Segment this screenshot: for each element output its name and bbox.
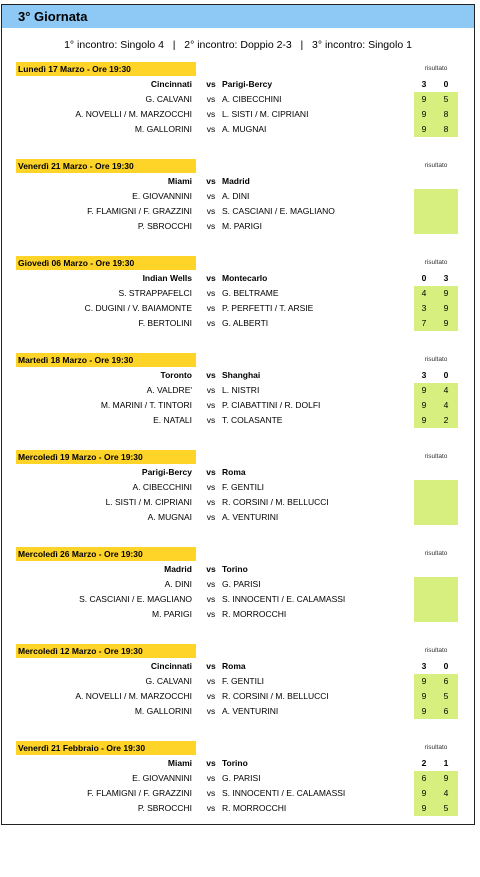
home-player: S. STRAPPAFELCI [118, 288, 192, 298]
game-row [2, 122, 474, 137]
home-player: F. BERTOLINI [138, 318, 192, 328]
home-game-score: 6 [421, 773, 427, 783]
home-match-score: 3 [421, 79, 427, 89]
away-player: A. VENTURINI [222, 706, 279, 716]
away-game-score: 9 [443, 303, 449, 313]
match-date-header: Venerdì 21 Marzo - Ore 19:30 [16, 159, 196, 173]
away-player: L. NISTRI [222, 385, 260, 395]
home-team: Miami [167, 176, 192, 186]
match-date-header: Mercoledì 19 Marzo - Ore 19:30 [16, 450, 196, 464]
home-game-score: 9 [421, 706, 427, 716]
game-row [2, 92, 474, 107]
game-row [2, 510, 474, 525]
game-score [414, 771, 458, 786]
vs-label: vs [206, 564, 216, 574]
away-player: S. INNOCENTI / E. CALAMASSI [222, 594, 346, 604]
away-player: A. CIBECCHINI [222, 94, 282, 104]
home-player: A. DINI [164, 579, 192, 589]
away-player: A. VENTURINI [222, 512, 279, 522]
match-block [2, 353, 474, 443]
away-game-score: 4 [443, 385, 449, 395]
home-team: Parigi-Bercy [141, 467, 192, 477]
away-game-score: 9 [443, 318, 449, 328]
away-match-score: 0 [443, 661, 449, 671]
vs-label: vs [206, 467, 216, 477]
game-score [414, 607, 458, 622]
match-block [2, 450, 474, 540]
away-game-score: 2 [443, 415, 449, 425]
teams-row [2, 174, 474, 189]
home-player: M. GALLORINI [134, 124, 192, 134]
away-player: R. MORROCCHI [222, 803, 287, 813]
game-row [2, 674, 474, 689]
home-player: G. CALVANI [145, 676, 192, 686]
game-score [414, 301, 458, 316]
home-game-score: 9 [421, 691, 427, 701]
vs-label: vs [206, 788, 216, 798]
away-team: Shanghai [222, 370, 261, 380]
match-date-header: Lunedì 17 Marzo - Ore 19:30 [16, 62, 196, 76]
result-label: risultato [424, 162, 448, 169]
game-row [2, 577, 474, 592]
vs-label: vs [206, 318, 216, 328]
game-row [2, 189, 474, 204]
home-player: E. NATALI [153, 415, 192, 425]
away-player: R. MORROCCHI [222, 609, 287, 619]
away-game-score: 9 [443, 773, 449, 783]
home-game-score: 9 [421, 788, 427, 798]
away-game-score: 5 [443, 94, 449, 104]
match-score [414, 174, 458, 189]
home-game-score: 9 [421, 400, 427, 410]
vs-label: vs [206, 109, 216, 119]
vs-label: vs [206, 273, 216, 283]
vs-label: vs [206, 609, 216, 619]
vs-label: vs [206, 661, 216, 671]
match-block [2, 62, 474, 152]
away-player: A. MUGNAI [222, 124, 267, 134]
home-match-score: 2 [421, 758, 427, 768]
away-player: G. BELTRAME [222, 288, 279, 298]
home-player: F. FLAMIGNI / F. GRAZZINI [87, 206, 192, 216]
result-label: risultato [424, 550, 448, 557]
home-game-score: 9 [421, 803, 427, 813]
home-game-score: 4 [421, 288, 427, 298]
game-score [414, 592, 458, 607]
game-score [414, 689, 458, 704]
home-player: E. GIOVANNINI [132, 191, 192, 201]
match-block [2, 547, 474, 637]
home-game-score: 9 [421, 415, 427, 425]
home-match-score: 3 [421, 661, 427, 671]
away-team: Montecarlo [222, 273, 268, 283]
vs-label: vs [206, 497, 216, 507]
game-score [414, 786, 458, 801]
game-row [2, 689, 474, 704]
away-team: Roma [222, 661, 246, 671]
away-team: Madrid [222, 176, 250, 186]
game-row [2, 316, 474, 331]
away-player: R. CORSINI / M. BELLUCCI [222, 691, 329, 701]
away-player: A. DINI [222, 191, 250, 201]
game-score [414, 204, 458, 219]
away-player: F. GENTILI [222, 482, 265, 492]
game-row [2, 398, 474, 413]
away-player: S. CASCIANI / E. MAGLIANO [222, 206, 335, 216]
home-game-score: 9 [421, 385, 427, 395]
home-player: M. PARIGI [152, 609, 192, 619]
vs-label: vs [206, 706, 216, 716]
home-game-score: 9 [421, 124, 427, 134]
home-player: S. CASCIANI / E. MAGLIANO [79, 594, 192, 604]
away-player: M. PARIGI [222, 221, 262, 231]
game-score [414, 674, 458, 689]
result-label: risultato [424, 744, 448, 751]
vs-label: vs [206, 124, 216, 134]
match-block [2, 741, 474, 831]
game-row [2, 383, 474, 398]
game-score [414, 189, 458, 204]
home-player: A. NOVELLI / M. MARZOCCHI [75, 691, 192, 701]
away-player: S. INNOCENTI / E. CALAMASSI [222, 788, 346, 798]
away-player: G. ALBERTI [222, 318, 269, 328]
home-team: Cincinnati [150, 661, 192, 671]
home-team: Toronto [160, 370, 192, 380]
home-game-score: 9 [421, 109, 427, 119]
game-row [2, 786, 474, 801]
game-score [414, 398, 458, 413]
game-row [2, 771, 474, 786]
vs-label: vs [206, 415, 216, 425]
result-label: risultato [424, 65, 448, 72]
away-match-score: 0 [443, 370, 449, 380]
teams-row [2, 659, 474, 674]
away-game-score: 5 [443, 691, 449, 701]
result-label: risultato [424, 647, 448, 654]
teams-row [2, 271, 474, 286]
home-game-score: 9 [421, 94, 427, 104]
vs-label: vs [206, 176, 216, 186]
away-player: L. SISTI / M. CIPRIANI [222, 109, 309, 119]
vs-label: vs [206, 691, 216, 701]
away-team: Parigi-Bercy [222, 79, 273, 89]
game-row [2, 592, 474, 607]
away-game-score: 4 [443, 788, 449, 798]
vs-label: vs [206, 370, 216, 380]
match-block [2, 159, 474, 249]
home-player: P. SBROCCHI [137, 803, 192, 813]
away-player: G. PARISI [222, 579, 261, 589]
game-row [2, 413, 474, 428]
home-game-score: 9 [421, 676, 427, 686]
round-title: 3° Giornata [2, 5, 474, 28]
game-score [414, 704, 458, 719]
vs-label: vs [206, 773, 216, 783]
home-player: P. SBROCCHI [137, 221, 192, 231]
vs-label: vs [206, 303, 216, 313]
away-game-score: 4 [443, 400, 449, 410]
match-date-header: Mercoledì 26 Marzo - Ore 19:30 [16, 547, 196, 561]
game-score [414, 107, 458, 122]
game-row [2, 607, 474, 622]
game-row [2, 301, 474, 316]
match-score [414, 368, 458, 383]
home-player: A. MUGNAI [147, 512, 192, 522]
away-player: G. PARISI [222, 773, 261, 783]
result-label: risultato [424, 453, 448, 460]
game-score [414, 219, 458, 234]
away-game-score: 5 [443, 803, 449, 813]
home-player: L. SISTI / M. CIPRIANI [105, 497, 192, 507]
home-game-score: 7 [421, 318, 427, 328]
vs-label: vs [206, 221, 216, 231]
away-player: T. COLASANTE [222, 415, 283, 425]
teams-row [2, 368, 474, 383]
vs-label: vs [206, 594, 216, 604]
vs-label: vs [206, 206, 216, 216]
game-score [414, 92, 458, 107]
result-label: risultato [424, 356, 448, 363]
schedule-sheet [1, 4, 475, 825]
home-player: G. CALVANI [145, 94, 192, 104]
away-match-score: 0 [443, 79, 449, 89]
away-player: F. GENTILI [222, 676, 265, 686]
match-score [414, 756, 458, 771]
game-score [414, 495, 458, 510]
away-game-score: 8 [443, 109, 449, 119]
home-player: C. DUGINI / V. BAIAMONTE [84, 303, 192, 313]
home-player: A. VALDRE' [146, 385, 192, 395]
vs-label: vs [206, 482, 216, 492]
match-block [2, 256, 474, 346]
match-score [414, 271, 458, 286]
vs-label: vs [206, 676, 216, 686]
game-score [414, 413, 458, 428]
away-game-score: 6 [443, 706, 449, 716]
home-player: E. GIOVANNINI [132, 773, 192, 783]
home-player: A. CIBECCHINI [132, 482, 192, 492]
home-player: M. MARINI / T. TINTORI [100, 400, 192, 410]
match-score [414, 77, 458, 92]
vs-label: vs [206, 385, 216, 395]
game-row [2, 219, 474, 234]
away-game-score: 8 [443, 124, 449, 134]
match-format-subtitle: 1° incontro: Singolo 4 | 2° incontro: Doppio 2-3 | 3° incontro: Singolo 1 [64, 39, 412, 51]
vs-label: vs [206, 512, 216, 522]
away-player: P. PERFETTI / T. ARSIE [222, 303, 314, 313]
result-label: risultato [424, 259, 448, 266]
vs-label: vs [206, 758, 216, 768]
game-score [414, 577, 458, 592]
match-score [414, 659, 458, 674]
away-team: Roma [222, 467, 246, 477]
away-game-score: 9 [443, 288, 449, 298]
away-player: R. CORSINI / M. BELLUCCI [222, 497, 329, 507]
away-team: Torino [222, 758, 248, 768]
vs-label: vs [206, 803, 216, 813]
vs-label: vs [206, 191, 216, 201]
game-row [2, 107, 474, 122]
home-player: F. FLAMIGNI / F. GRAZZINI [87, 788, 192, 798]
teams-row [2, 562, 474, 577]
match-date-header: Mercoledì 12 Marzo - Ore 19:30 [16, 644, 196, 658]
match-block [2, 644, 474, 734]
game-score [414, 510, 458, 525]
vs-label: vs [206, 288, 216, 298]
game-row [2, 704, 474, 719]
teams-row [2, 756, 474, 771]
vs-label: vs [206, 94, 216, 104]
teams-row [2, 465, 474, 480]
match-score [414, 465, 458, 480]
game-score [414, 122, 458, 137]
game-score [414, 480, 458, 495]
away-team: Torino [222, 564, 248, 574]
home-player: A. NOVELLI / M. MARZOCCHI [75, 109, 192, 119]
game-row [2, 286, 474, 301]
home-team: Cincinnati [150, 79, 192, 89]
game-row [2, 480, 474, 495]
away-game-score: 6 [443, 676, 449, 686]
game-score [414, 801, 458, 816]
game-row [2, 801, 474, 816]
home-team: Madrid [164, 564, 192, 574]
vs-label: vs [206, 400, 216, 410]
home-player: M. GALLORINI [134, 706, 192, 716]
game-score [414, 316, 458, 331]
vs-label: vs [206, 79, 216, 89]
game-row [2, 495, 474, 510]
match-date-header: Venerdì 21 Febbraio - Ore 19:30 [16, 741, 196, 755]
match-date-header: Giovedì 06 Marzo - Ore 19:30 [16, 256, 196, 270]
home-game-score: 3 [421, 303, 427, 313]
teams-row [2, 77, 474, 92]
home-team: Miami [167, 758, 192, 768]
match-score [414, 562, 458, 577]
away-match-score: 3 [443, 273, 449, 283]
home-match-score: 0 [421, 273, 427, 283]
match-date-header: Martedì 18 Marzo - Ore 19:30 [16, 353, 196, 367]
game-row [2, 204, 474, 219]
home-match-score: 3 [421, 370, 427, 380]
away-player: P. CIABATTINI / R. DOLFI [222, 400, 321, 410]
game-score [414, 286, 458, 301]
away-match-score: 1 [443, 758, 449, 768]
vs-label: vs [206, 579, 216, 589]
game-score [414, 383, 458, 398]
home-team: Indian Wells [142, 273, 192, 283]
